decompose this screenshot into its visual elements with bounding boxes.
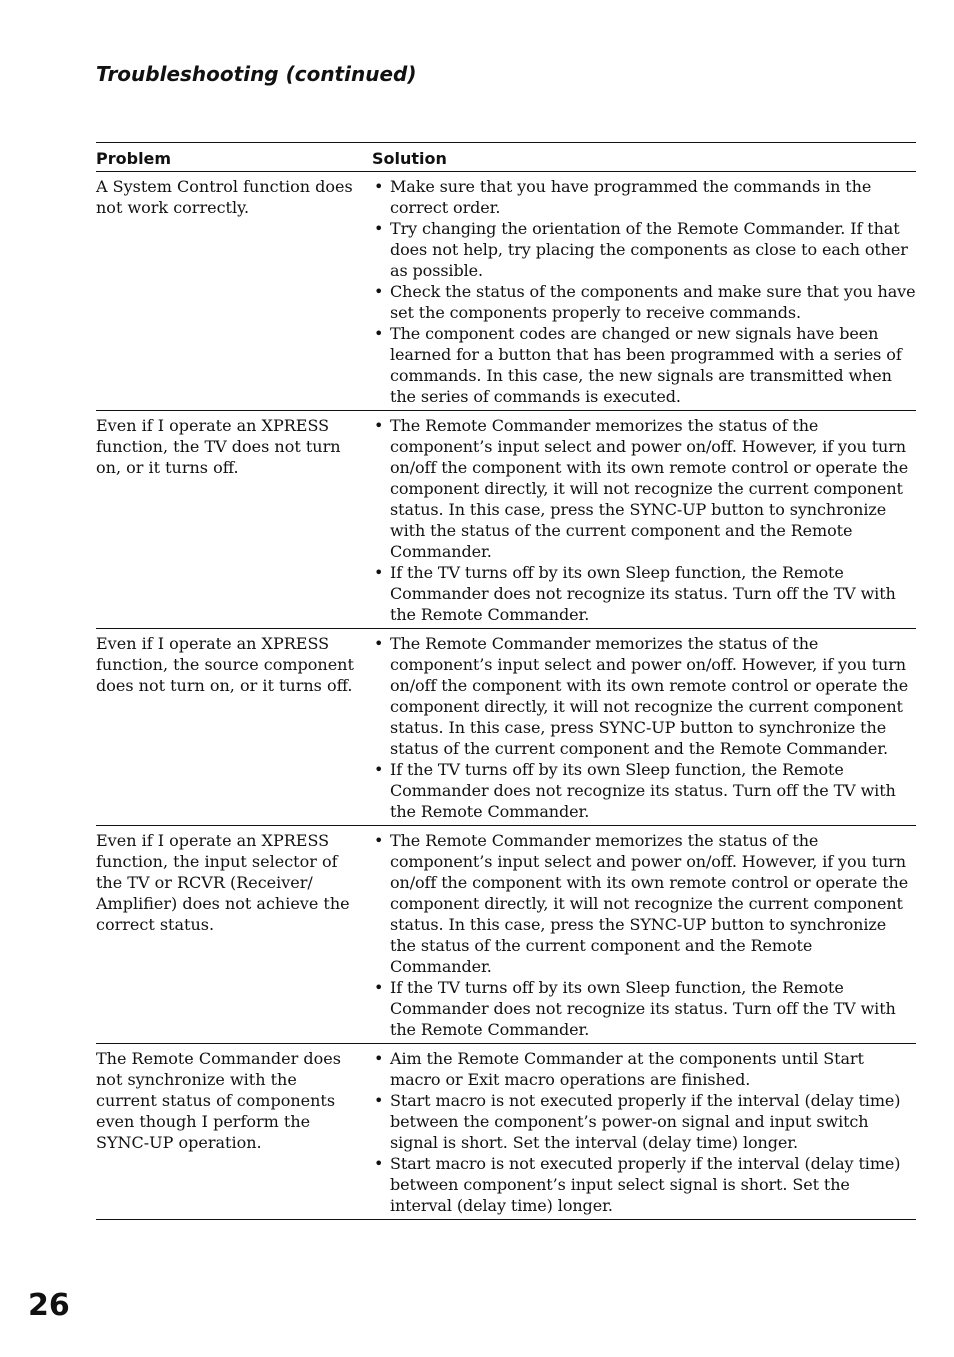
solution-item: • If the TV turns off by its own Sleep function, the Remote Commander does not recognize its status. Turn off the TV with the Remote Commander. <box>372 759 916 822</box>
table-row <box>96 411 916 629</box>
problem-cell: Even if I operate an XPRESS function, the TV does not turn on, or it turns off. <box>96 411 372 629</box>
problem-cell: A System Control function does not work correctly. <box>96 172 372 411</box>
solution-item: • Aim the Remote Commander at the components until Start macro or Exit macro operations are finished. <box>372 1048 916 1090</box>
column-header-problem: Problem <box>96 143 372 172</box>
solution-item: • Make sure that you have programmed the commands in the correct order. <box>372 176 916 218</box>
section-title: Troubleshooting (continued) <box>96 62 417 86</box>
page-number: 26 <box>28 1288 70 1323</box>
solution-cell <box>372 172 916 411</box>
problem-cell: Even if I operate an XPRESS function, the source component does not turn on, or it turns off. <box>96 629 372 826</box>
solution-list <box>372 830 916 1040</box>
solution-item: • Check the status of the components and make sure that you have set the components properly to receive commands. <box>372 281 916 323</box>
solution-cell <box>372 1044 916 1220</box>
table-row <box>96 1044 916 1220</box>
table-row <box>96 629 916 826</box>
solution-item: • If the TV turns off by its own Sleep function, the Remote Commander does not recognize its status. Turn off the TV with the Remote Commander. <box>372 977 916 1040</box>
problem-cell: Even if I operate an XPRESS function, the input selector of the TV or RCVR (Receiver/ Amplifier) does not achieve the correct status. <box>96 826 372 1044</box>
troubleshooting-table <box>96 142 916 1220</box>
table-row <box>96 826 916 1044</box>
column-header-solution: Solution <box>372 143 916 172</box>
solution-item: • Start macro is not executed properly if the interval (delay time) between the component’s power-on signal and input switch signal is short. Set the interval (delay time) longer. <box>372 1090 916 1153</box>
solution-item: • If the TV turns off by its own Sleep function, the Remote Commander does not recognize its status. Turn off the TV with the Remote Commander. <box>372 562 916 625</box>
solution-list <box>372 415 916 625</box>
table-header-row <box>96 143 916 172</box>
solution-list <box>372 176 916 407</box>
solution-item: • The Remote Commander memorizes the status of the component’s input select and power on/off. However, if you turn on/off the component with its own remote control or operate the component directly, it will not recognize the current component status. In this case, press the SYNC-UP button to synchronize the status of the current component and the Remote Commander. <box>372 830 916 977</box>
solution-list <box>372 1048 916 1216</box>
solution-item: • The component codes are changed or new signals have been learned for a button that has been programmed with a series of commands. In this case, the new signals are transmitted when the series of commands is executed. <box>372 323 916 407</box>
solution-item: • Start macro is not executed properly if the interval (delay time) between component’s input select signal is short. Set the interval (delay time) longer. <box>372 1153 916 1216</box>
solution-cell <box>372 629 916 826</box>
solution-item: • Try changing the orientation of the Remote Commander. If that does not help, try placing the components as close to each other as possible. <box>372 218 916 281</box>
solution-list <box>372 633 916 822</box>
solution-item: • The Remote Commander memorizes the status of the component’s input select and power on/off. However, if you turn on/off the component with its own remote control or operate the component directly, it will not recognize the current component status. In this case, press SYNC-UP button to synchronize the status of the current component and the Remote Commander. <box>372 633 916 759</box>
table-row <box>96 172 916 411</box>
solution-cell <box>372 411 916 629</box>
solution-item: • The Remote Commander memorizes the status of the component’s input select and power on/off. However, if you turn on/off the component with its own remote control or operate the component directly, it will not recognize the current component status. In this case, press the SYNC-UP button to synchronize with the status of the current component and the Remote Commander. <box>372 415 916 562</box>
problem-cell: The Remote Commander does not synchronize with the current status of components even though I perform the SYNC-UP operation. <box>96 1044 372 1220</box>
solution-cell <box>372 826 916 1044</box>
